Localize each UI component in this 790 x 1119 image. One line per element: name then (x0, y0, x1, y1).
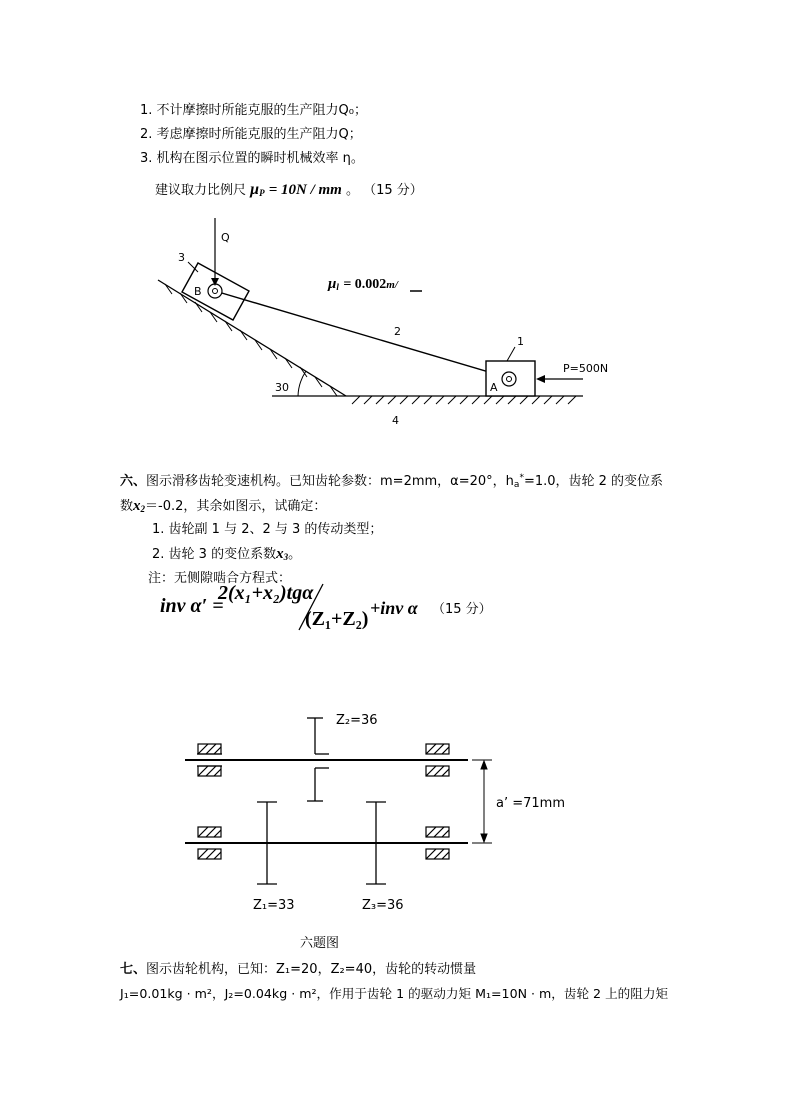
section7-line1-text: 图示齿轮机构，已知：Z₁=20，Z₂=40，齿轮的转动惯量 (146, 962, 477, 977)
mu-l-unit: m/ (386, 279, 398, 291)
formula-score: （15 分） (432, 602, 492, 617)
figure-caption: 六题图 (300, 936, 340, 951)
section7-heading: 七、 (120, 962, 147, 977)
section7-line1 (120, 962, 476, 978)
line2-suffix: ＝-0.2，其余如图示，试确定： (145, 499, 327, 514)
x2-sub: 2 (140, 504, 146, 514)
section7-line2: J₁=0.01kg · m²，J₂=0.04kg · m²，作用于齿轮 1 的驱动力矩 M₁=10N · m，齿轮 2 上的阻力矩 (120, 986, 669, 1001)
list-item-3: 3. 机构在图示位置的瞬时机械效率 η。 (140, 151, 364, 166)
mu-l-sub: l (336, 282, 339, 292)
line2-prefix: 数 (120, 499, 134, 514)
label-p: P=500N (563, 362, 609, 375)
section6-item1: 1. 齿轮副 1 与 2、2 与 3 的传动类型； (152, 522, 383, 537)
label-a: A (490, 381, 498, 394)
item2-suffix: 。 (288, 547, 302, 562)
label-30: 30 (275, 381, 289, 394)
label-q: Q (221, 231, 230, 244)
section6-line1-end: =1.0，齿轮 2 的变位系 (523, 474, 664, 489)
formula-denominator: (Z₁+Z₂) (305, 608, 369, 630)
mu-p-value: = 10N / mm (268, 182, 342, 198)
label-4: 4 (392, 414, 399, 427)
ha-sub: a (513, 480, 520, 490)
mu-p-letter: μ (250, 181, 260, 198)
label-3: 3 (178, 251, 185, 264)
formula-numerator: 2(x₁+x₂)tgα (218, 582, 314, 604)
formula-lhs: inv α′ = (160, 595, 224, 617)
label-b: B (194, 285, 202, 298)
formula-tail: +inv α (370, 598, 418, 618)
x2-var: x (133, 498, 141, 514)
label-2: 2 (394, 325, 401, 338)
suggestion-prefix: 建议取力比例尺 (155, 183, 247, 198)
mu-l-symbol: μ (328, 276, 337, 292)
label-z1: Z₁=33 (253, 898, 295, 913)
label-z2: Z₂=36 (336, 713, 378, 728)
label-1: 1 (517, 335, 524, 348)
center-distance-dimension (472, 760, 492, 843)
section6-line1-text: 图示滑移齿轮变速机构。已知齿轮参数：m=2mm，α=20°，h (146, 474, 514, 489)
label-z3: Z₃=36 (362, 898, 404, 913)
mu-l-value: = 0.002 (343, 277, 387, 292)
x3-var: x (276, 546, 284, 562)
x3-sub: 3 (283, 552, 289, 562)
meshing-note: 注：无侧隙啮合方程式： (148, 571, 292, 586)
item2-prefix: 2. 齿轮 3 的变位系数 (152, 547, 277, 562)
list-item-1: 1. 不计摩擦时所能克服的生产阻力Q₀； (140, 103, 367, 118)
list-item-2: 2. 考虑摩擦时所能克服的生产阻力Q； (140, 127, 362, 142)
ha-sup: * (519, 473, 524, 483)
label-a-prime: a’ =71mm (496, 796, 565, 811)
suggestion-suffix: 。 （15 分） (345, 183, 423, 198)
mu-p-sub: P (259, 188, 265, 198)
section6-heading: 六、 (120, 474, 147, 489)
